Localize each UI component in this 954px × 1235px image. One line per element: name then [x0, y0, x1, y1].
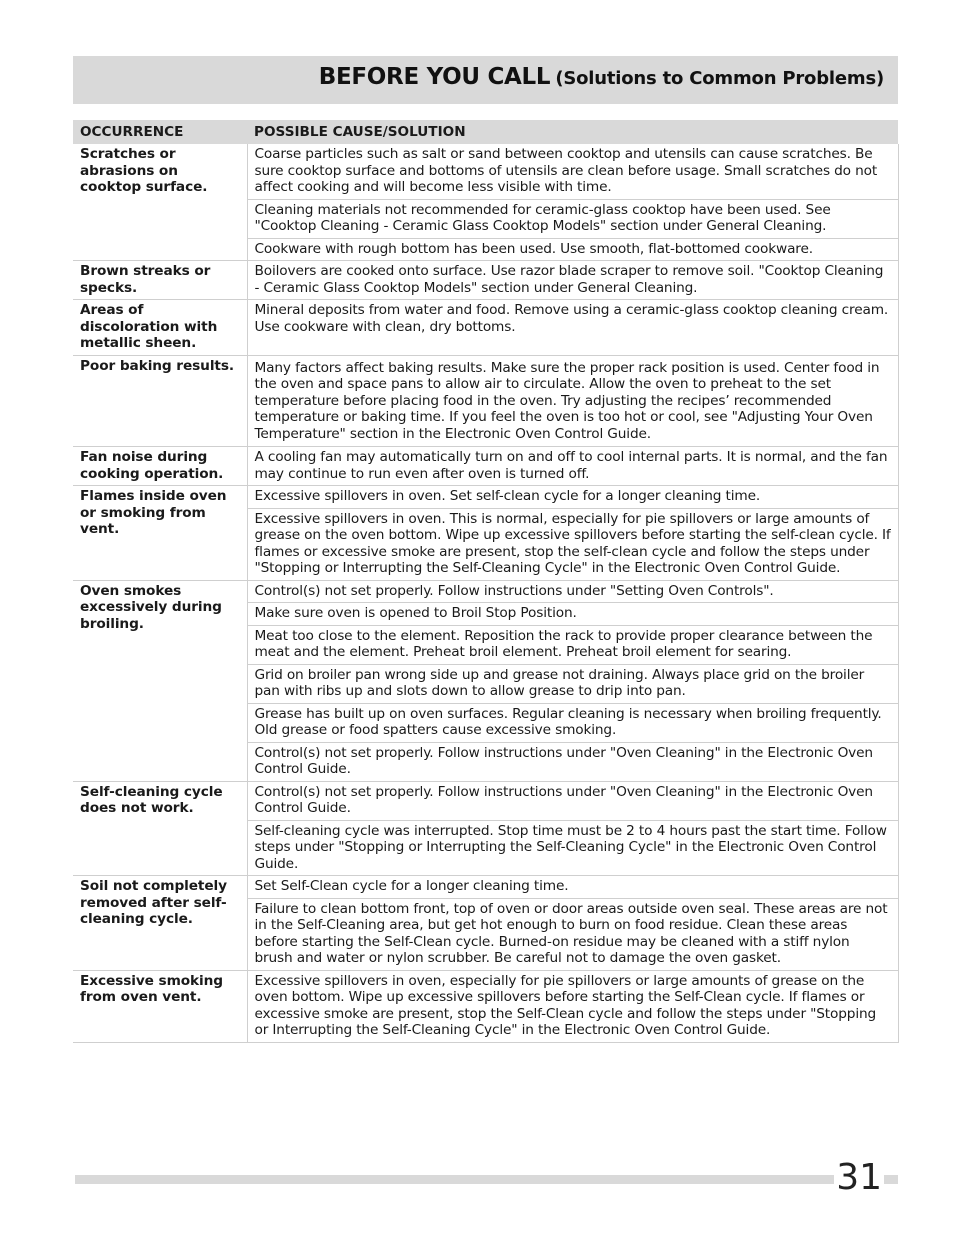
column-header-occurrence: OCCURRENCE	[73, 120, 247, 144]
occurrence-cell: Brown streaks or specks.	[73, 261, 247, 300]
solution-cell: Cookware with rough bottom has been used. Use smooth, flat-bottomed cookware.	[247, 238, 898, 261]
solution-cell: Control(s) not set properly. Follow instructions under "Oven Cleaning" in the Electronic Oven Control Guide.	[247, 781, 898, 820]
solution-cell: Many factors affect baking results. Make sure the proper rack position is used. Center food in the oven and space pans to allow air to circulate. Allow the oven to preheat to the set temperature before placing food in the oven. Try adjusting the recipes’ recommended temperature or baking time. If you feel the oven is too hot or cool, see "Adjusting Your Oven Temperature" section in the Electronic Oven Control Guide.	[247, 355, 898, 447]
table-row	[73, 355, 898, 447]
occurrence-cell: Oven smokes excessively during broiling.	[73, 580, 247, 781]
table-body	[73, 144, 898, 1042]
table-row	[73, 144, 898, 199]
header-bar	[73, 56, 898, 104]
occurrence-cell: Fan noise during cooking operation.	[73, 447, 247, 486]
solution-cell: Control(s) not set properly. Follow instructions under "Setting Oven Controls".	[247, 580, 898, 603]
table-row	[73, 486, 898, 509]
table-row	[73, 300, 898, 356]
page-title-main: BEFORE YOU CALL	[318, 64, 551, 90]
occurrence-cell: Excessive smoking from oven vent.	[73, 970, 247, 1042]
table-row	[73, 261, 898, 300]
solution-cell: Boilovers are cooked onto surface. Use razor blade scraper to remove soil. "Cooktop Cleaning - Ceramic Glass Cooktop Models" section under General Cleaning.	[247, 261, 898, 300]
solution-cell: Grease has built up on oven surfaces. Regular cleaning is necessary when broiling frequently. Old grease or food spatters cause excessive smoking.	[247, 703, 898, 742]
solution-cell: Mineral deposits from water and food. Remove using a ceramic-glass cooktop cleaning cream. Use cookware with clean, dry bottoms.	[247, 300, 898, 356]
table-header	[73, 120, 898, 144]
solution-cell: A cooling fan may automatically turn on and off to cool internal parts. It is normal, and the fan may continue to run even after oven is turned off.	[247, 447, 898, 486]
page-number: 31	[836, 1157, 882, 1198]
column-header-solution: POSSIBLE CAUSE/SOLUTION	[247, 120, 898, 144]
table-row	[73, 447, 898, 486]
solution-cell: Meat too close to the element. Reposition the rack to provide proper clearance between the meat and the element. Preheat broil element. Preheat broil element for searing.	[247, 625, 898, 664]
table-row	[73, 580, 898, 603]
troubleshooting-table	[73, 120, 899, 1043]
occurrence-cell: Flames inside oven or smoking from vent.	[73, 486, 247, 581]
occurrence-cell: Scratches or abrasions on cooktop surface.	[73, 144, 247, 261]
occurrence-cell: Soil not completely removed after self-cleaning cycle.	[73, 876, 247, 971]
table-row	[73, 876, 898, 899]
table-row	[73, 781, 898, 820]
solution-cell: Set Self-Clean cycle for a longer cleaning time.	[247, 876, 898, 899]
solution-cell: Cleaning materials not recommended for ceramic-glass cooktop have been used. See "Cooktop Cleaning - Ceramic Glass Cooktop Models" section under General Cleaning.	[247, 199, 898, 238]
solution-cell: Excessive spillovers in oven. This is normal, especially for pie spillovers or large amounts of grease on the oven bottom. Wipe up excessive spillovers before starting the self-clean cycle. If flames or excessive smoke are present, stop the self-clean cycle and follow the steps under "Stopping or Interrupting the Self-Cleaning Cycle" in the Electronic Oven Control Guide.	[247, 508, 898, 580]
table-row	[73, 970, 898, 1042]
solution-cell: Failure to clean bottom front, top of oven or door areas outside oven seal. These areas are not in the Self-Cleaning area, but get hot enough to burn on food residue. Clean these areas before starting the Self-Clean cycle. Burned-on residue may be cleaned with a stiff nylon brush and water or nylon scrubber. Be careful not to damage the oven gasket.	[247, 898, 898, 970]
occurrence-cell: Poor baking results.	[73, 355, 247, 447]
solution-cell: Excessive spillovers in oven, especially for pie spillovers or large amounts of grease on the oven bottom. Wipe up excessive spillovers before starting the Self-Clean cycle. If flames or excessive smoke are present, stop the Self-Clean cycle and follow the steps under "Stopping or Interrupting the Self-Cleaning Cycle" in the Electronic Oven Control Guide.	[247, 970, 898, 1042]
occurrence-cell: Self-cleaning cycle does not work.	[73, 781, 247, 876]
footer-bar	[75, 1175, 898, 1184]
table-header-row	[73, 120, 898, 144]
solution-cell: Grid on broiler pan wrong side up and grease not draining. Always place grid on the broiler pan with ribs up and slots down to allow grease to drip into pan.	[247, 664, 898, 703]
solution-cell: Excessive spillovers in oven. Set self-clean cycle for a longer cleaning time.	[247, 486, 898, 509]
solution-cell: Control(s) not set properly. Follow instructions under "Oven Cleaning" in the Electronic Oven Control Guide.	[247, 742, 898, 781]
solution-cell: Make sure oven is opened to Broil Stop Position.	[247, 603, 898, 626]
solution-cell: Coarse particles such as salt or sand between cooktop and utensils can cause scratches. Be sure cooktop surface and bottoms of utensils are clean before usage. Small scratches do not affect cooking and will become less visible with time.	[247, 144, 898, 199]
page-title	[319, 64, 884, 90]
page-title-subtitle: (Solutions to Common Problems)	[555, 68, 884, 89]
occurrence-cell: Areas of discoloration with metallic sheen.	[73, 300, 247, 356]
solution-cell: Self-cleaning cycle was interrupted. Stop time must be 2 to 4 hours past the start time. Follow steps under "Stopping or Interrupting the Self-Cleaning Cycle" in the Electronic Oven Control Guide.	[247, 820, 898, 876]
troubleshooting-table-container	[73, 120, 898, 1043]
